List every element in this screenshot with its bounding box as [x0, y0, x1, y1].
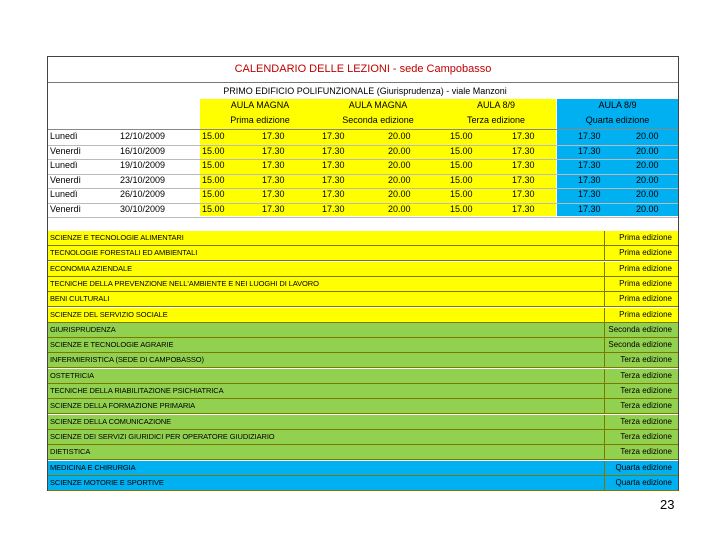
schedule-time: 17.30: [512, 160, 535, 170]
course-row: [48, 461, 678, 476]
room-header-4: AULA 8/9: [598, 100, 637, 110]
course-row: [48, 277, 678, 292]
course-name: GIURISPRUDENZA: [50, 324, 116, 334]
schedule-time: 17.30: [578, 145, 601, 156]
room-header-2: AULA MAGNA: [348, 100, 408, 110]
course-name: SCIENZE E TECNOLOGIE AGRARIE: [50, 340, 174, 350]
course-row: [48, 476, 678, 491]
schedule-day: Venerdì: [50, 174, 82, 185]
schedule-time: 17.30: [262, 203, 285, 214]
course-edition: Terza edizione: [620, 416, 672, 426]
course-edition: Seconda edizione: [608, 324, 672, 334]
schedule-time: 20.00: [388, 145, 411, 156]
course-edition: Prima edizione: [619, 278, 672, 288]
schedule-time: 20.00: [388, 203, 411, 214]
page-number: 23: [660, 497, 675, 512]
schedule-day: Lunedì: [50, 131, 78, 141]
schedule-time: 15.00: [202, 174, 225, 185]
schedule-time: 20.00: [388, 189, 411, 199]
course-name: OSTETRICIA: [50, 370, 95, 380]
schedule-time: 17.30: [322, 174, 345, 185]
schedule-time: 17.30: [578, 203, 601, 214]
course-edition: Prima edizione: [619, 248, 672, 258]
course-row: [48, 308, 678, 323]
schedule-time: 20.00: [388, 160, 411, 170]
course-name: SCIENZE E TECNOLOGIE ALIMENTARI: [50, 233, 184, 242]
course-name: TECNOLOGIE FORESTALI ED AMBIENTALI: [50, 248, 198, 258]
course-name: DIETISTICA: [50, 447, 91, 457]
course-edition: Terza edizione: [620, 370, 672, 380]
schedule-time: 20.00: [636, 174, 659, 185]
course-edition: Prima edizione: [619, 309, 672, 319]
header-divider: [48, 129, 678, 130]
course-name: ECONOMIA AZIENDALE: [50, 263, 132, 273]
schedule-row-divider: [48, 217, 678, 218]
edition-header-3: Terza edizione: [466, 115, 526, 125]
course-edition: Terza edizione: [620, 386, 672, 395]
schedule-time: 15.00: [450, 203, 473, 214]
schedule-time: 17.30: [262, 174, 285, 185]
course-name: SCIENZE DEL SERVIZIO SOCIALE: [50, 309, 168, 319]
course-row: [48, 415, 678, 430]
schedule-time: 17.30: [578, 131, 601, 141]
schedule-time: 15.00: [450, 131, 473, 141]
course-row: [48, 292, 678, 307]
schedule-date: 23/10/2009: [120, 174, 166, 185]
schedule-time: 17.30: [262, 160, 285, 170]
schedule-date: 19/10/2009: [120, 160, 166, 170]
course-row: [48, 430, 678, 445]
course-name: SCIENZE MOTORIE E SPORTIVE: [50, 477, 164, 487]
course-name: INFERMIERISTICA (SEDE DI CAMPOBASSO): [50, 355, 204, 365]
schedule-time: 20.00: [636, 131, 659, 141]
course-row: [48, 384, 678, 399]
course-name: SCIENZE DELLA COMUNICAZIONE: [50, 416, 172, 426]
schedule-time: 17.30: [578, 189, 601, 199]
course-row: [48, 323, 678, 338]
course-row: [48, 399, 678, 414]
schedule-time: 15.00: [450, 174, 473, 185]
schedule-time: 17.30: [512, 189, 535, 199]
schedule-date: 12/10/2009: [120, 131, 166, 141]
course-name: TECNICHE DELLA RIABILITAZIONE PSICHIATRICA: [50, 386, 224, 395]
schedule-time: 17.30: [262, 131, 285, 141]
schedule-time: 17.30: [262, 145, 285, 156]
course-name: TECNICHE DELLA PREVENZIONE NELL'AMBIENTE E NEI LUOGHI DI LAVORO: [50, 278, 319, 288]
course-row: [48, 231, 678, 246]
schedule-day: Venerdì: [50, 145, 82, 156]
schedule-time: 17.30: [262, 189, 285, 199]
course-name: BENI CULTURALI: [50, 294, 110, 304]
schedule-time: 17.30: [512, 145, 535, 156]
course-edition: Seconda edizione: [608, 340, 672, 350]
edition-header-1: Prima edizione: [230, 115, 290, 125]
schedule-day: Lunedì: [50, 160, 78, 170]
course-row: [48, 246, 678, 261]
room-header-3: AULA 8/9: [476, 100, 516, 110]
course-row: [48, 369, 678, 384]
course-name: SCIENZE DEI SERVIZI GIURIDICI PER OPERATORE GIUDIZIARIO: [50, 431, 275, 441]
schedule-time: 15.00: [202, 203, 225, 214]
course-edition: Quarta edizione: [615, 477, 672, 487]
schedule-date: 30/10/2009: [120, 203, 166, 214]
title-divider: [48, 82, 678, 83]
course-edition: Prima edizione: [619, 263, 672, 273]
schedule-time: 15.00: [202, 189, 225, 199]
schedule-time: 15.00: [202, 160, 225, 170]
schedule-time: 17.30: [512, 174, 535, 185]
course-row: [48, 262, 678, 277]
schedule-time: 15.00: [450, 160, 473, 170]
schedule-time: 15.00: [202, 131, 225, 141]
schedule-time: 17.30: [512, 131, 535, 141]
course-name: MEDICINA E CHIRURGIA: [50, 462, 136, 472]
schedule-day: Lunedì: [50, 189, 78, 199]
course-edition: Terza edizione: [620, 401, 672, 411]
edition-header-2: Seconda edizione: [342, 115, 414, 125]
edition-header-4: Quarta edizione: [585, 115, 650, 125]
course-name: SCIENZE DELLA FORMAZIONE PRIMARIA: [50, 401, 196, 411]
schedule-time: 17.30: [322, 203, 345, 214]
schedule-date: 16/10/2009: [120, 145, 166, 156]
schedule-date: 26/10/2009: [120, 189, 166, 199]
schedule-time: 20.00: [636, 189, 659, 199]
course-row: [48, 353, 678, 368]
schedule-time: 20.00: [636, 203, 659, 214]
schedule-time: 15.00: [202, 145, 225, 156]
course-edition: Prima edizione: [619, 233, 672, 242]
schedule-time: 17.30: [512, 203, 535, 214]
course-edition: Terza edizione: [620, 431, 672, 441]
course-edition: Terza edizione: [620, 447, 672, 457]
course-edition: Quarta edizione: [615, 462, 672, 472]
schedule-time: 15.00: [450, 145, 473, 156]
schedule-time: 17.30: [322, 131, 345, 141]
course-edition: Prima edizione: [619, 294, 672, 304]
schedule-time: 20.00: [388, 174, 411, 185]
schedule-day: Venerdì: [50, 203, 82, 214]
course-edition: Terza edizione: [620, 355, 672, 365]
schedule-time: 20.00: [636, 145, 659, 156]
schedule-time: 20.00: [388, 131, 411, 141]
schedule-time: 17.30: [322, 145, 345, 156]
schedule-time: 17.30: [578, 174, 601, 185]
schedule-time: 17.30: [322, 189, 345, 199]
building-header: PRIMO EDIFICIO POLIFUNZIONALE (Giurisprudenza) - viale Manzoni: [223, 86, 507, 96]
schedule-time: 17.30: [322, 160, 345, 170]
schedule-time: 20.00: [636, 160, 659, 170]
room-header-1: AULA MAGNA: [230, 100, 290, 110]
course-row: [48, 338, 678, 353]
course-row: [48, 445, 678, 460]
schedule-time: 15.00: [450, 189, 473, 199]
schedule-time: 17.30: [578, 160, 601, 170]
page-title: CALENDARIO DELLE LEZIONI - sede Campobasso: [234, 63, 492, 75]
